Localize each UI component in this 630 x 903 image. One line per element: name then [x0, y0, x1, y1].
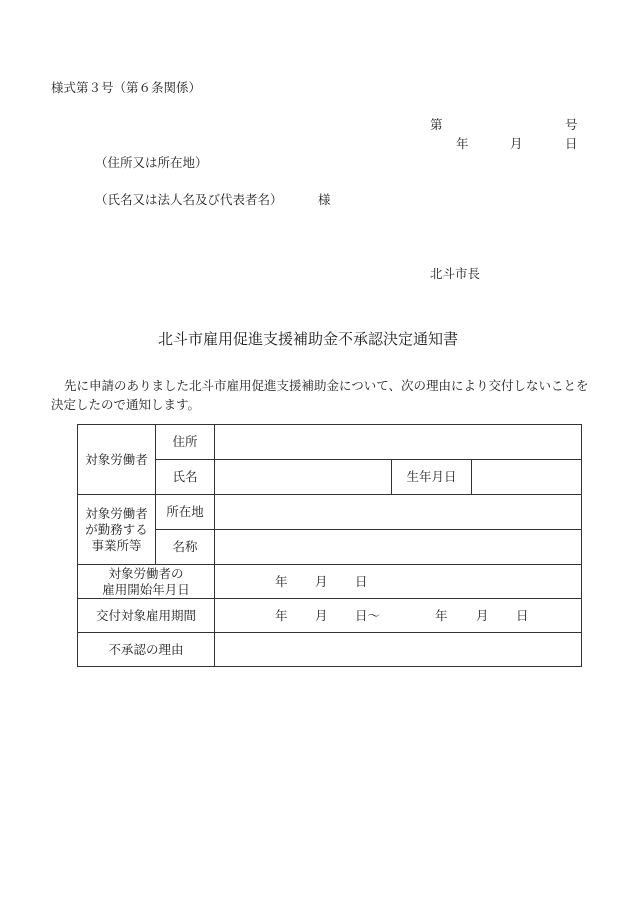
birthdate-value-cell	[472, 460, 582, 495]
name-label: 氏名	[156, 460, 215, 495]
form-number: 様式第３号（第６条関係）	[51, 80, 202, 95]
date-day: 日	[565, 136, 578, 151]
start-year: 年	[275, 573, 288, 589]
birthdate-label: 生年月日	[392, 460, 472, 495]
period-to-day: 日	[516, 607, 529, 623]
employment-start-label	[78, 565, 215, 599]
address-value-cell	[215, 425, 582, 460]
document-title: 北斗市雇用促進支援補助金不承認決定通知書	[158, 330, 459, 348]
period-from-year: 年	[275, 607, 288, 623]
employment-start-line1: 対象労働者の	[108, 565, 184, 581]
period-from-month: 月	[315, 607, 328, 623]
period-to-year: 年	[435, 607, 448, 623]
workplace-label-line2: が勤務する	[85, 521, 148, 537]
office-name-value-cell	[215, 530, 582, 565]
period-to-month: 月	[476, 607, 489, 623]
workplace-label	[78, 495, 156, 565]
info-table	[77, 424, 582, 667]
workplace-label-line1: 対象労働者	[85, 505, 148, 521]
address-label: 住所	[156, 425, 215, 460]
grant-period-cell	[215, 599, 582, 633]
document-number-dai: 第	[430, 117, 443, 132]
office-name-label: 名称	[156, 530, 215, 565]
rejection-reason-label: 不承認の理由	[78, 633, 215, 667]
grant-period-label: 交付対象雇用期間	[78, 599, 215, 633]
document-number-go: 号	[565, 117, 578, 132]
start-month: 月	[315, 573, 328, 589]
start-day: 日	[355, 573, 368, 589]
period-from-day: 日～	[355, 607, 381, 623]
sender-mayor: 北斗市長	[430, 266, 481, 281]
date-year: 年	[456, 136, 469, 151]
recipient-honorific: 様	[318, 192, 331, 207]
location-label: 所在地	[156, 495, 215, 530]
name-value-cell	[215, 460, 392, 495]
recipient-address-label: （住所又は所在地）	[95, 155, 208, 170]
worker-label: 対象労働者	[78, 425, 156, 495]
body-paragraph: 先に申請のありました北斗市雇用促進支援補助金について、次の理由により交付しないことを決定したので通知します。	[51, 378, 589, 412]
rejection-reason-value-cell	[215, 633, 582, 667]
date-month: 月	[510, 136, 523, 151]
employment-start-line2: 雇用開始年月日	[102, 581, 190, 597]
recipient-name-label: （氏名又は法人名及び代表者名）	[95, 192, 283, 207]
workplace-label-line3: 事業所等	[91, 537, 142, 553]
location-value-cell	[215, 495, 582, 530]
employment-start-date-cell	[215, 565, 582, 599]
